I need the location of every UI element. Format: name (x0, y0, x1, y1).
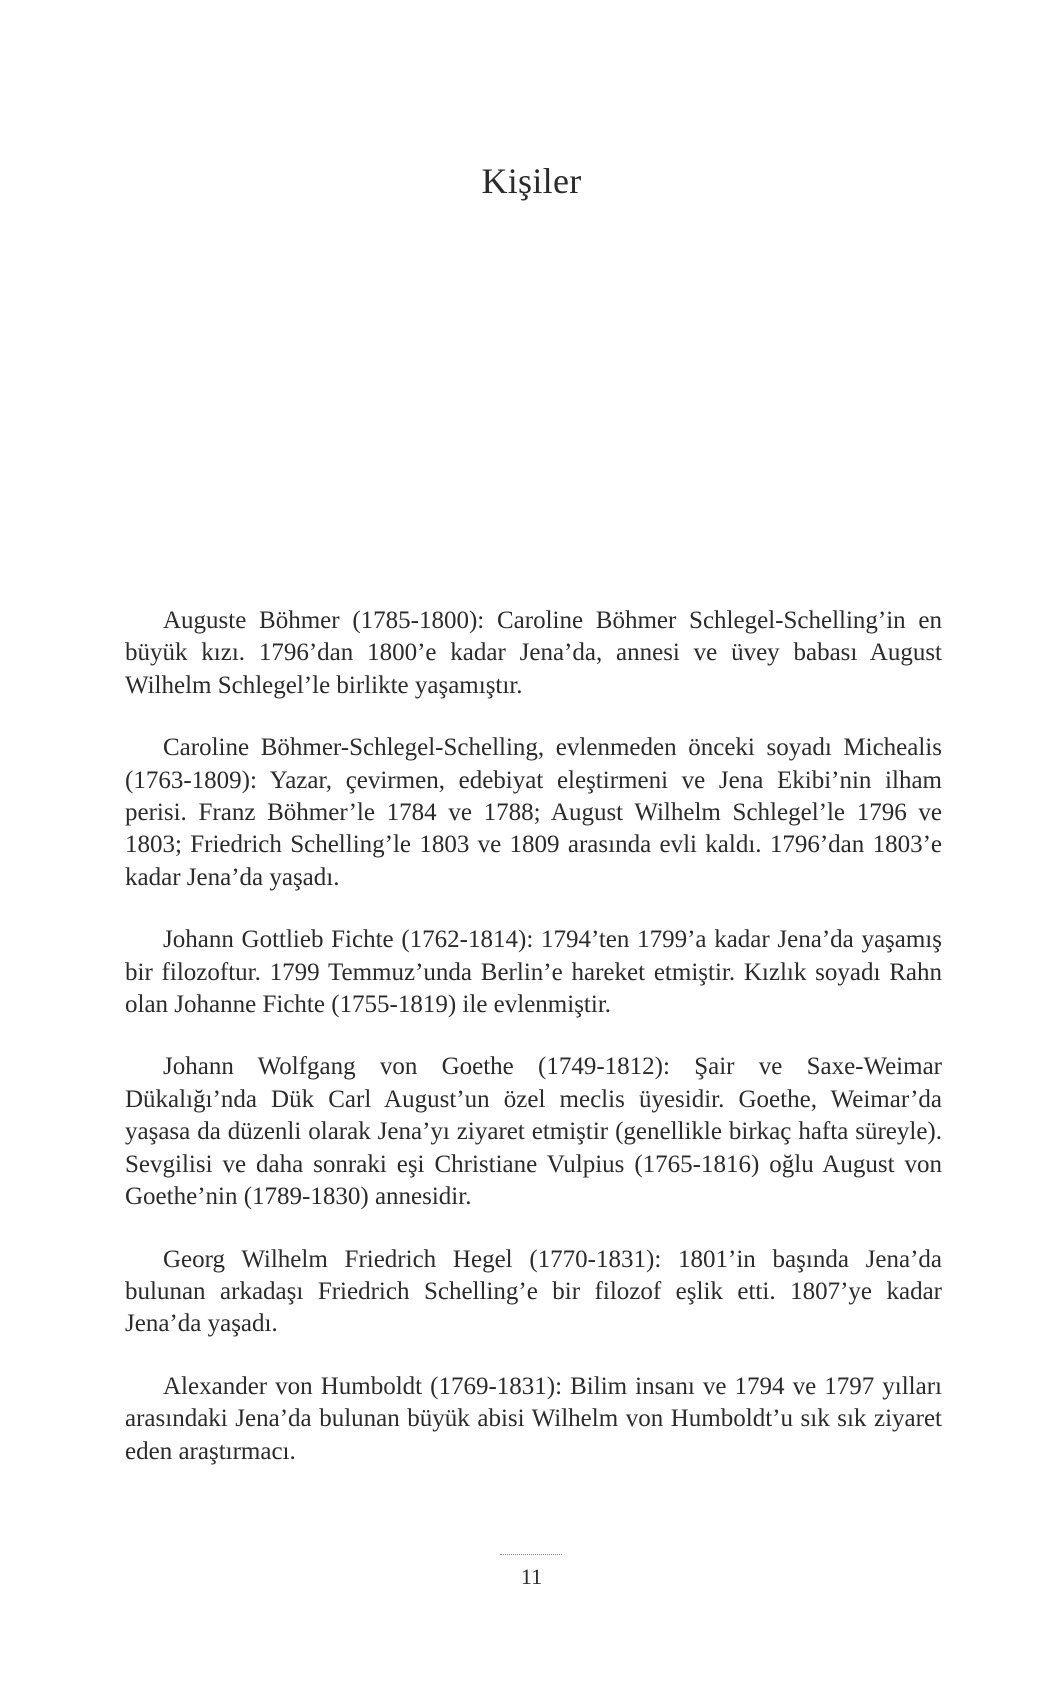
page-title: Kişiler (481, 161, 582, 201)
entry-caroline-bohmer-schlegel-schelling: Caroline Böhmer-Schlegel-Schelling, evlenmeden önceki soyadı Michealis (1763-1809): Yazar, çevirmen, edebiyat eleştirmeni ve Jena Ekibi’nin ilham perisi. Franz Böhmer’le 1784 ve 1788; August Wilhelm Schlegel’le 1796 ve 1803; Friedrich Schelling’le 1803 ve 1809 arasında evli kaldı. 1796’dan 1803’e kadar Jena’da yaşadı. (125, 734, 942, 891)
entry-auguste-bohmer: Auguste Böhmer (1785-1800): Caroline Böhmer Schlegel-Schelling’in en büyük kızı. 1796’dan 1800’e kadar Jena’da, annesi ve üvey babası August Wilhelm Schlegel’le birlikte yaşamıştır. (125, 607, 942, 699)
entry-georg-wilhelm-friedrich-hegel: Georg Wilhelm Friedrich Hegel (1770-1831): 1801’in başında Jena’da bulunan arkadaşı Friedrich Schelling’e bir filozof eşlik etti. 1807’ye kadar Jena’da yaşadı. (125, 1245, 942, 1338)
entry-johann-wolfgang-von-goethe: Johann Wolfgang von Goethe (1749-1812): Şair ve Saxe-Weimar Dükalığı’nda Dük Carl August’un özel meclis üyesidir. Goethe, Weimar’da yaşasa da düzenli olarak Jena’yı ziyaret etmiştir (genellikle birkaç hafta süreyle). Sevgilisi ve daha sonraki eşi Christiane Vulpius (1765-1816) oğlu August von Goethe’nin (1789-1830) annesidir. (125, 1053, 942, 1211)
folio-divider (500, 1554, 562, 1555)
entry-alexander-von-humboldt: Alexander von Humboldt (1769-1831): Bilim insanı ve 1794 ve 1797 yılları arasındaki Jena’da bulunan büyük abisi Wilhelm von Humboldt’u sık sık ziyaret eden araştırmacı. (125, 1372, 942, 1465)
entry-johann-gottlieb-fichte: Johann Gottlieb Fichte (1762-1814): 1794’ten 1799’a kadar Jena’da yaşamış bir filozoftur. 1799 Temmuz’unda Berlin’e hareket etmiştir. Kızlık soyadı Rahn olan Johanne Fichte (1755-1819) ile evlenmiştir. (125, 926, 942, 1019)
page-number: 11 (520, 1564, 543, 1589)
entries-list (125, 605, 942, 1498)
